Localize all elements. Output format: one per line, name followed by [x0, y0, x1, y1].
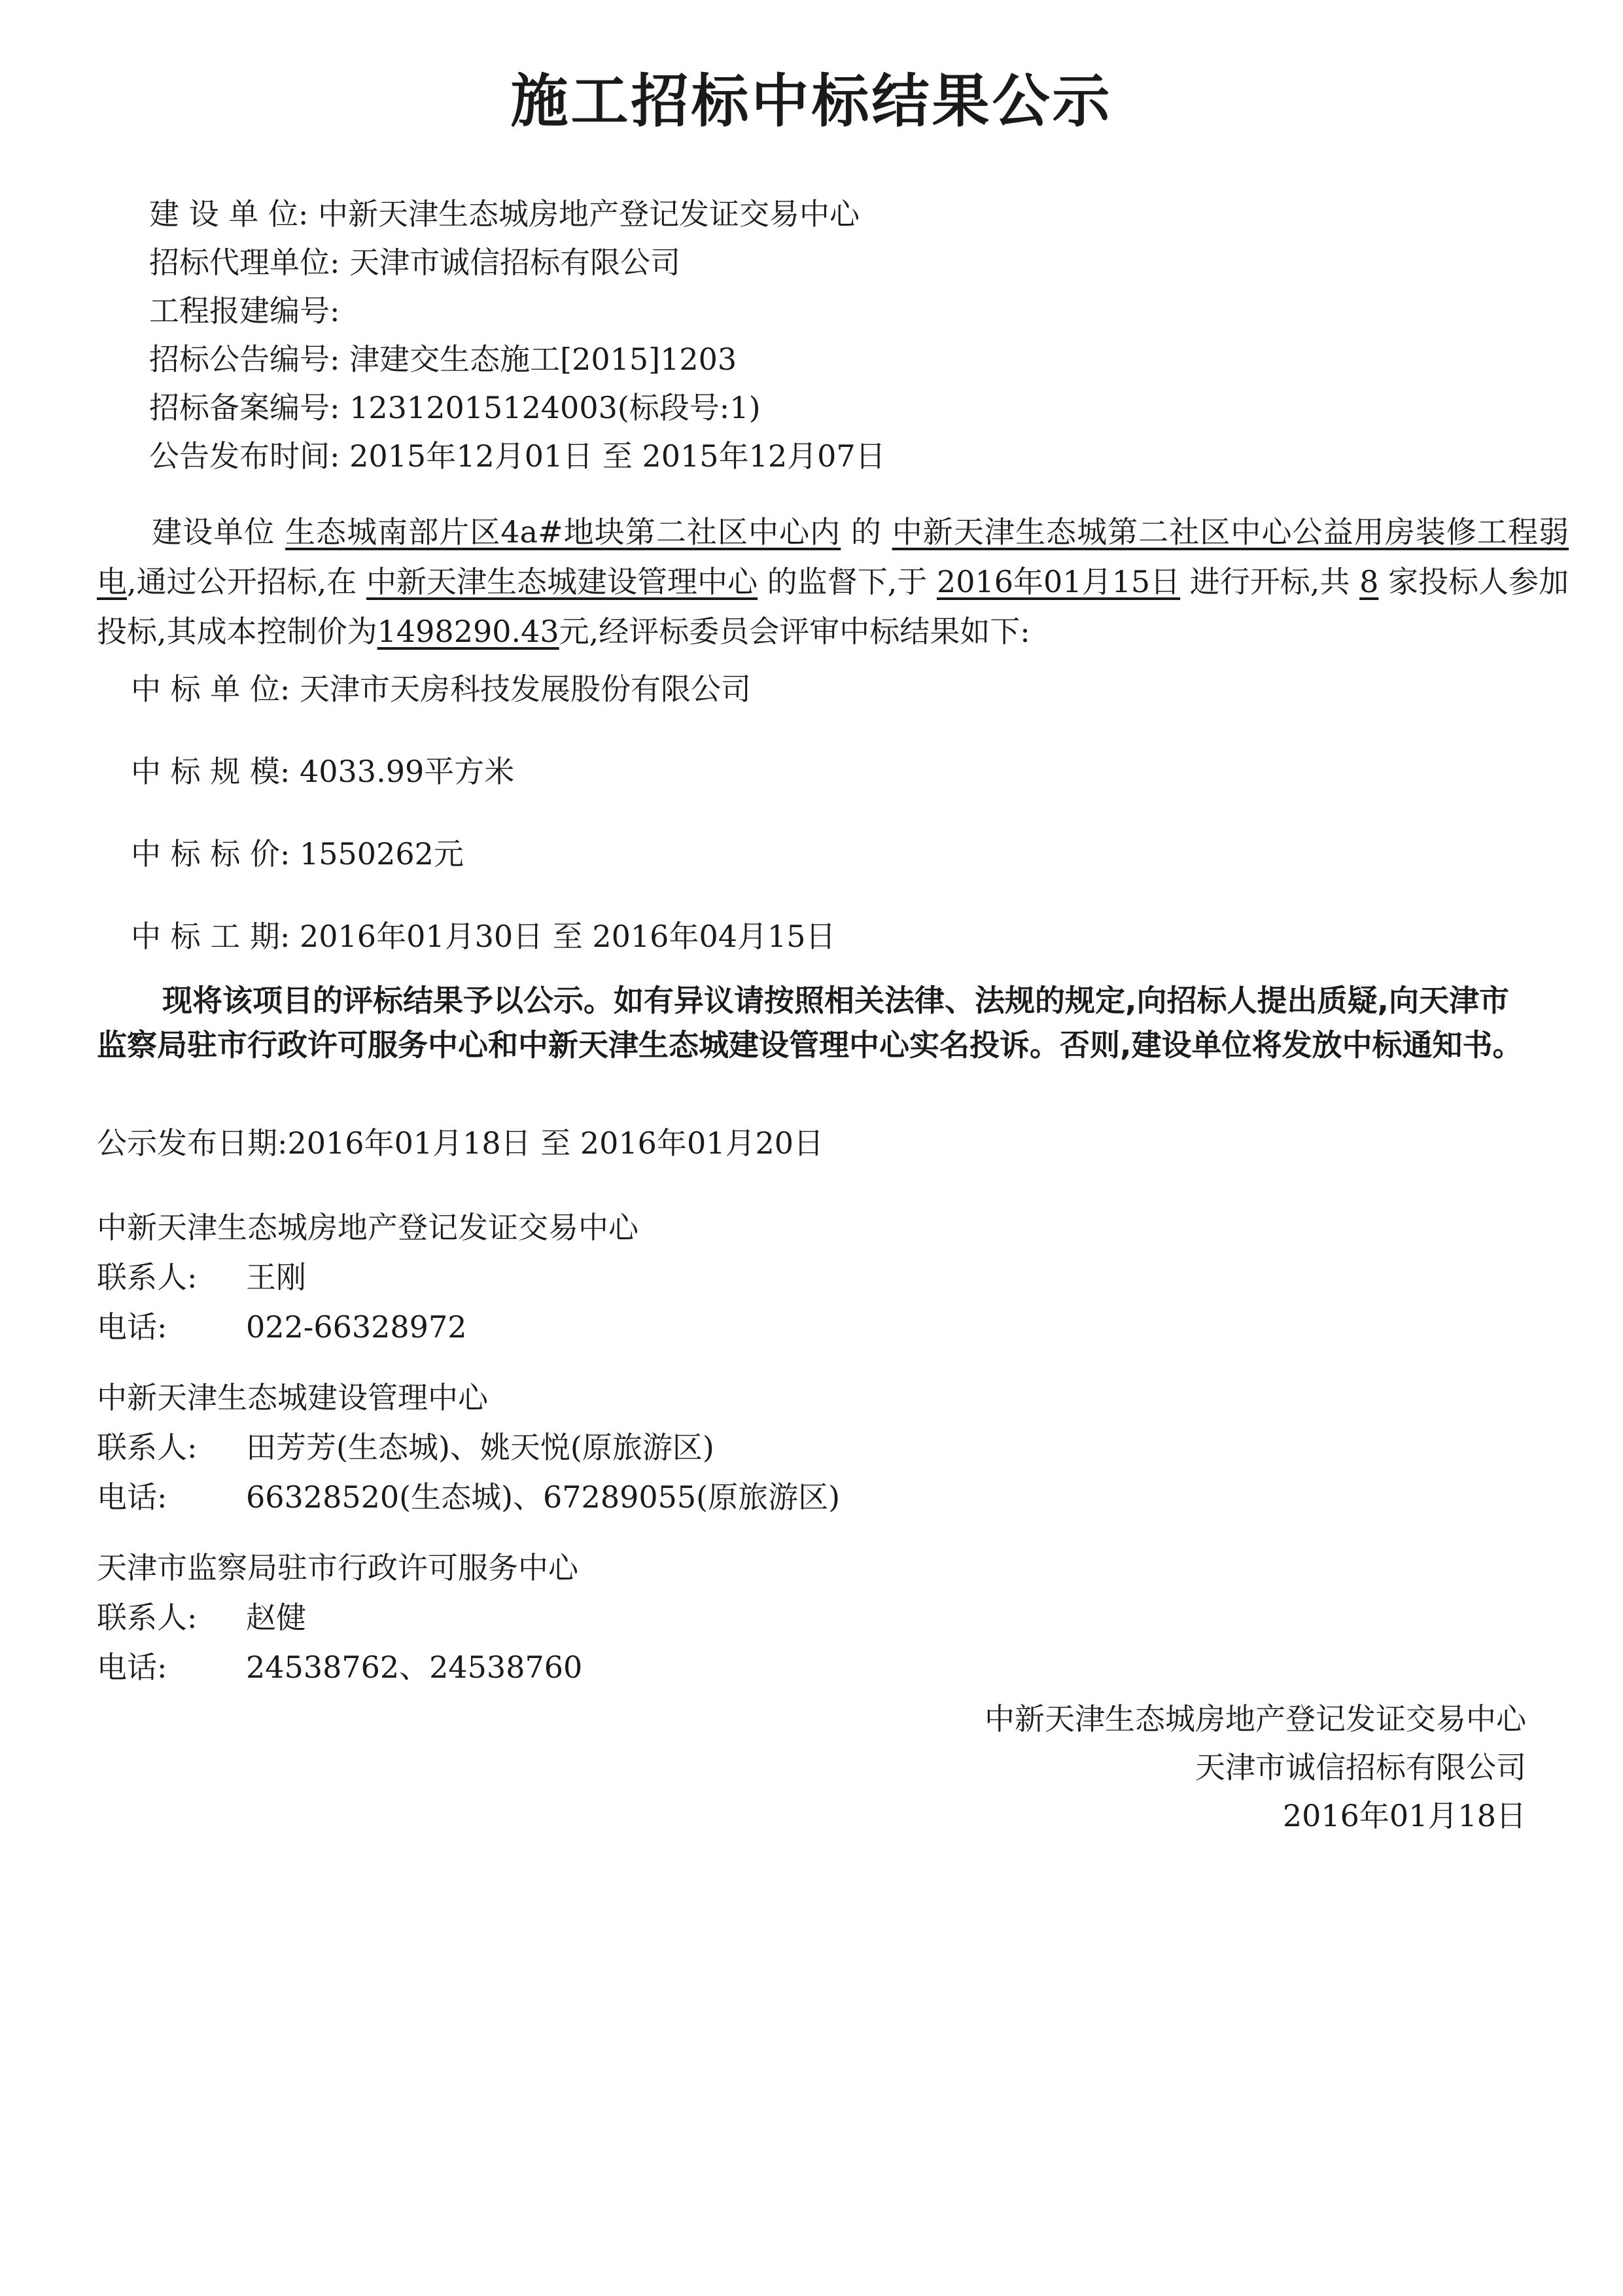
notice-no-row — [149, 335, 886, 383]
contact-phone-label: 电话: — [97, 1309, 167, 1345]
bid-info-block — [149, 190, 886, 480]
award-period-row — [131, 916, 836, 957]
builder-value: 中新天津生态城房地产登记发证交易中心 — [318, 196, 860, 232]
contact-phone-row — [97, 1302, 638, 1352]
cost-control-price: 1498290.43 — [377, 614, 559, 649]
contact-person-label: 联系人: — [97, 1260, 198, 1295]
signature-org-1: 中新天津生态城房地产登记发证交易中心 — [985, 1701, 1526, 1737]
record-no-value: 12312015124003(标段号:1) — [349, 390, 761, 425]
para-text-1: 建设单位 — [152, 514, 285, 550]
project-location: 生态城南部片区4a#地块第二社区中心内 — [285, 514, 841, 550]
contact-org: 中新天津生态城房地产登记发证交易中心 — [97, 1210, 638, 1245]
award-period-value: 2016年01月30日 至 2016年04月15日 — [300, 919, 836, 954]
record-no-row — [149, 383, 886, 432]
contact-org: 中新天津生态城建设管理中心 — [97, 1380, 488, 1415]
publish-time-row — [149, 432, 886, 480]
agent-row — [149, 238, 886, 287]
contact-phone: 24538762、24538760 — [246, 1650, 583, 1685]
award-price-value: 1550262元 — [300, 836, 464, 872]
award-unit-label: 中 标 单 位: — [131, 671, 290, 707]
para-text-7: 元,经评标委员会评审中标结果如下: — [559, 614, 1030, 649]
publication-date: 公示发布日期:2016年01月18日 至 2016年01月20日 — [97, 1125, 824, 1161]
award-price-row — [131, 834, 836, 874]
publish-time-label: 公告发布时间: — [149, 438, 340, 474]
builder-row — [149, 190, 886, 238]
signature-date: 2016年01月18日 — [1282, 1798, 1526, 1833]
contact-person-row — [97, 1422, 840, 1472]
contact-phone-label: 电话: — [97, 1479, 167, 1515]
project-name: 中新天津生态城第二社区中心公益用房装修工程弱电 — [97, 514, 1569, 599]
publish-time-value: 2015年12月01日 至 2015年12月07日 — [349, 438, 886, 474]
supervisor-name: 中新天津生态城建设管理中心 — [366, 564, 758, 599]
contact-phone-label: 电话: — [97, 1650, 167, 1685]
para-text-2: 的 — [841, 514, 892, 550]
contact-org: 天津市监察局驻市行政许可服务中心 — [97, 1550, 578, 1585]
builder-label: 建 设 单 位: — [149, 196, 309, 232]
contact-block-2 — [97, 1373, 840, 1522]
bid-summary-paragraph — [97, 507, 1569, 656]
award-price-label: 中 标 标 价: — [131, 836, 290, 872]
page-title: 施工招标中标结果公示 — [510, 67, 1113, 135]
contact-person: 赵健 — [246, 1600, 306, 1635]
record-no-label: 招标备案编号: — [149, 390, 340, 425]
signature-org-2: 天津市诚信招标有限公司 — [1195, 1750, 1526, 1785]
award-scale-label: 中 标 规 模: — [131, 754, 290, 789]
award-unit-row — [131, 669, 836, 709]
contact-phone-row — [97, 1472, 840, 1522]
public-notice-text: 现将该项目的评标结果予以公示。如有异议请按照相关法律、法规的规定,向招标人提出质疑,向天津市监察局驻市行政许可服务中心和中新天津生态城建设管理中心实名投诉。否则,建设单位将发放中标通知书。 — [97, 983, 1523, 1063]
contact-block-1 — [97, 1203, 638, 1352]
contact-phone: 022-66328972 — [246, 1309, 467, 1345]
bidder-count: 8 — [1359, 564, 1379, 599]
notice-no-value: 津建交生态施工[2015]1203 — [349, 342, 737, 377]
award-scale-value: 4033.99平方米 — [300, 754, 515, 789]
contact-person: 王刚 — [246, 1260, 306, 1295]
contact-person-row — [97, 1593, 582, 1642]
open-date: 2016年01月15日 — [936, 564, 1181, 599]
contact-phone: 66328520(生态城)、67289055(原旅游区) — [246, 1479, 841, 1515]
para-text-5: 进行开标,共 — [1180, 564, 1360, 599]
signature-block — [985, 1695, 1526, 1840]
notice-no-label: 招标公告编号: — [149, 342, 340, 377]
para-text-3: ,通过公开招标,在 — [127, 564, 366, 599]
contact-block-3 — [97, 1543, 582, 1692]
contact-person-label: 联系人: — [97, 1430, 198, 1465]
award-unit-value: 天津市天房科技发展股份有限公司 — [300, 671, 751, 707]
contact-person-row — [97, 1252, 638, 1302]
agent-label: 招标代理单位: — [149, 245, 340, 280]
contact-phone-row — [97, 1642, 582, 1692]
agent-value: 天津市诚信招标有限公司 — [349, 245, 681, 280]
award-period-label: 中 标 工 期: — [131, 919, 290, 954]
contact-person-label: 联系人: — [97, 1600, 198, 1635]
project-no-label: 工程报建编号: — [149, 293, 340, 328]
para-text-6: 家投标人参加投标,其成本控制价为 — [97, 564, 1569, 649]
contact-person: 田芳芳(生态城)、姚天悦(原旅游区) — [246, 1430, 714, 1465]
project-no-row — [149, 287, 886, 335]
award-result-block — [131, 669, 836, 998]
award-scale-row — [131, 751, 836, 792]
para-text-4: 的监督下,于 — [758, 564, 937, 599]
